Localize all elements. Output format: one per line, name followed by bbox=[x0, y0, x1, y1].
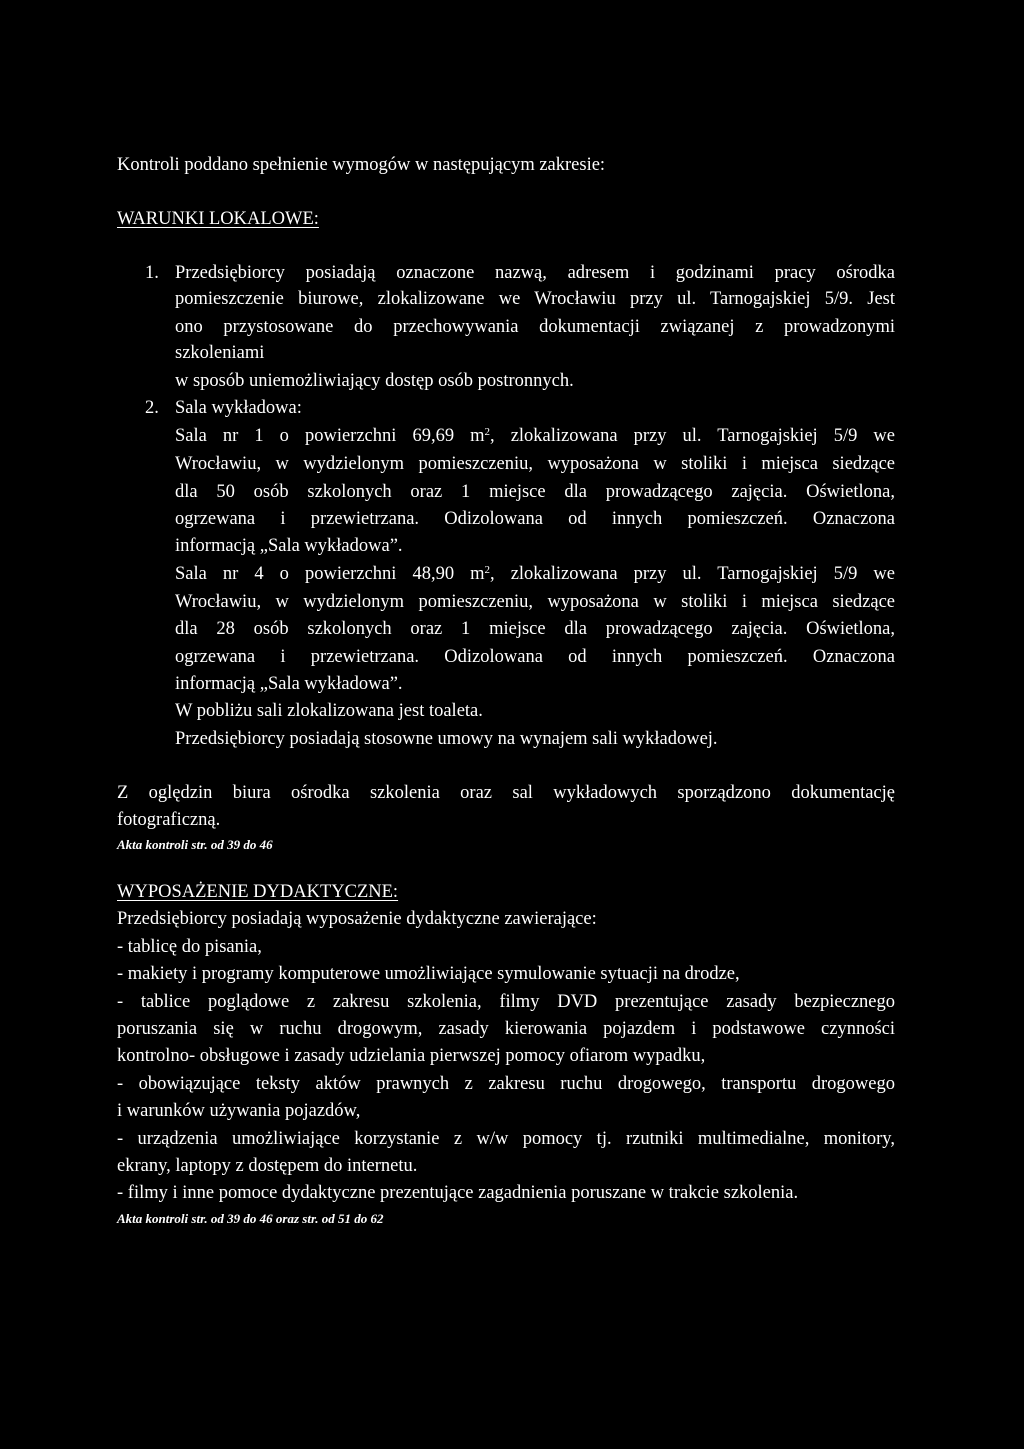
item1-line: w sposób uniemożliwiający dostęp osób postronnych. bbox=[175, 371, 574, 391]
equipment-line: i warunków używania pojazdów, bbox=[117, 1101, 361, 1121]
equipment-line: ekrany, laptopy z dostępem do internetu. bbox=[117, 1156, 418, 1176]
inspection-line: fotograficzną. bbox=[117, 810, 221, 830]
room1-line: Sala nr 1 o powierzchni 69,69 $m^2$, zlokalizowana przy ul. Tarnogajskiej 5/9 we bbox=[175, 426, 895, 446]
room2-line: Sala nr 4 o powierzchni 48,90 $m^2$, zlokalizowana przy ul. Tarnogajskiej 5/9 we bbox=[175, 564, 895, 584]
inspection-line: Z oględzin biura ośrodka szkolenia oraz sal wykładowych sporządzono dokumentację bbox=[117, 783, 895, 803]
equipment-line: - tablice poglądowe z zakresu szkolenia, filmy DVD prezentujące zasady bezpiecznego bbox=[117, 992, 895, 1012]
item1-line: szkoleniami bbox=[175, 343, 265, 363]
citation-files-2: Akta kontroli str. od 39 do 46 oraz str. od 51 do 62 bbox=[117, 1211, 384, 1226]
lecture-room-title: Sala wykładowa: bbox=[175, 398, 302, 418]
item1-line: pomieszczenie biurowe, zlokalizowane we Wrocławiu przy ul. Tarnogajskiej 5/9. Jest bbox=[175, 289, 895, 309]
equipment-line: - obowiązujące teksty aktów prawnych z zakresu ruchu drogowego, transportu drogowego bbox=[117, 1074, 895, 1094]
citation-files-1: Akta kontroli str. od 39 do 46 bbox=[117, 837, 273, 852]
room1-line: dla 50 osób szkolonych oraz 1 miejsce dla prowadzącego zajęcia. Oświetlona, bbox=[175, 482, 895, 502]
equipment-line: - filmy i inne pomoce dydaktyczne prezentujące zagadnienia poruszane w trakcie szkolenia. bbox=[117, 1183, 799, 1203]
room1-line: ogrzewana i przewietrzana. Odizolowana od innych pomieszczeń. Oznaczona bbox=[175, 509, 895, 529]
section-heading-premises: WARUNKI LOKALOWE: bbox=[117, 209, 319, 229]
intro-text: Kontroli poddano spełnienie wymogów w następującym zakresie: bbox=[117, 155, 606, 175]
equipment-line: - makiety i programy komputerowe umożliwiające symulowanie sytuacji na drodze, bbox=[117, 964, 740, 984]
equipment-line: - tablicę do pisania, bbox=[117, 937, 262, 957]
list-number-2: 2. bbox=[145, 398, 159, 418]
room1-line: informacją „Sala wykładowa”. bbox=[175, 536, 403, 556]
list-number-1: 1. bbox=[145, 263, 159, 283]
section-heading-equipment: WYPOSAŻENIE DYDAKTYCZNE: bbox=[117, 882, 399, 902]
equipment-line: kontrolno- obsługowe i zasady udzielania pierwszej pomocy ofiarom wypadku, bbox=[117, 1046, 706, 1066]
item1-line: Przedsiębiorcy posiadają oznaczone nazwą, adresem i godzinami pracy ośrodka bbox=[175, 263, 895, 283]
equipment-line: Przedsiębiorcy posiadają wyposażenie dydaktyczne zawierające: bbox=[117, 909, 597, 929]
item1-line: ono przystosowane do przechowywania dokumentacji związanej z prowadzonymi bbox=[175, 317, 895, 337]
equipment-line: - urządzenia umożliwiające korzystanie z w/w pomocy tj. rzutniki multimedialne, monitory, bbox=[117, 1129, 895, 1149]
room2-line: dla 28 osób szkolonych oraz 1 miejsce dla prowadzącego zajęcia. Oświetlona, bbox=[175, 619, 895, 639]
equipment-line: poruszania się w ruchu drogowym, zasady kierowania pojazdem i podstawowe czynności bbox=[117, 1019, 895, 1039]
toilet-note: W pobliżu sali zlokalizowana jest toaleta. bbox=[175, 701, 483, 721]
rental-note: Przedsiębiorcy posiadają stosowne umowy na wynajem sali wykładowej. bbox=[175, 729, 718, 749]
room2-line: ogrzewana i przewietrzana. Odizolowana od innych pomieszczeń. Oznaczona bbox=[175, 647, 895, 667]
room2-line: informacją „Sala wykładowa”. bbox=[175, 674, 403, 694]
room1-line: Wrocławiu, w wydzielonym pomieszczeniu, wyposażona w stoliki i miejsca siedzące bbox=[175, 454, 895, 474]
room2-line: Wrocławiu, w wydzielonym pomieszczeniu, wyposażona w stoliki i miejsca siedzące bbox=[175, 592, 895, 612]
